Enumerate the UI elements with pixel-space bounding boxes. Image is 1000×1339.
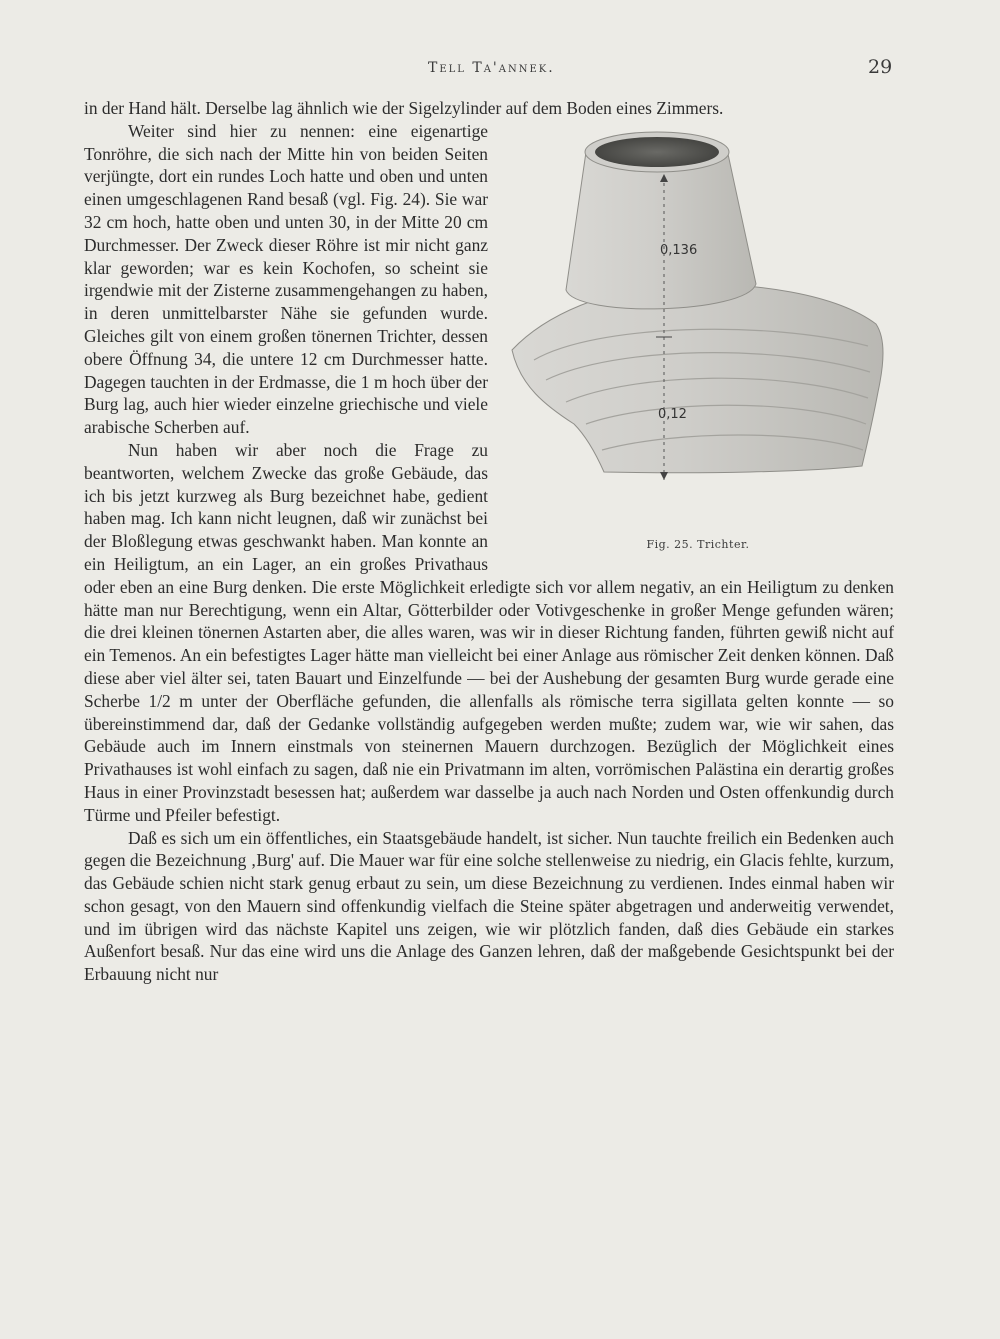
paragraph-3: Nun haben wir aber noch die Frage zu beantworten, welchem Zwecke das große Gebäude, das ich bis jetzt kurzweg als Burg bezeichnet habe, gedient haben mag. Ich kann nicht leugnen, daß wir zunächst bei der Bloßlegung etwas geschwankt haben. Man konnte an ein Heiligtum, an ein Lager, an ein großes Privathaus oder eben an eine Burg denken. Die erste Möglichkeit erledigte sich vor allem negativ, an ein Heiligtum zu denken hätte man nur Berechtigung, wenn ein Altar, Götterbilder oder Votivgeschenke in großer Menge gefunden wären; die drei kleinen tönernen Astarten aber, die alles waren, was wir in dieser Richtung fanden, führten gewiß nicht auf ein Temenos. An ein befestigtes Lager hätte man vielleicht bei einer Anlage aus römischer Zeit denken können. Daß diese aber viel älter sei, taten Bauart und Einzelfunde — bei der Aushebung der gesamten Burg wurde gerade eine Scherbe 1/2 m unter der Oberfläche gefunden, die allenfalls als römische terra sigillata gelten konnte — so übereinstimmend dar, daß der Gedanke vollständig aufgegeben werden mußte; zudem war, wie wir sahen, das Gebäude auch im Innern einstmals von steinernen Mauern durchzogen. Bezüglich der Möglichkeit eines Privathauses ist wohl einfach zu sagen, daß nie ein Privatmann im alten, vorrömischen Palästina ein derartig großes Haus in einer Provinzstadt besessen hat; außerdem war dasselbe ja auch nach Norden und Osten offenkundig durch Türme und Pfeiler befestigt. [84,439,894,825]
running-title: Tell Ta'annek. [428,60,555,76]
page-number: 29 [868,56,893,78]
paragraph-1: in der Hand hält. Derselbe lag ähnlich wie der Sigelzylinder auf dem Boden eines Zimmers. [84,98,724,118]
funnel-opening [595,137,719,167]
figure-25 [506,124,890,564]
paragraph-2: Weiter sind hier zu nennen: eine eigenartige Tonröhre, die sich nach der Mitte hin von beiden Seiten verjüngte, dort ein rundes Loch hatte und oben und unten einen umgeschlagenen Rand besaß (vgl. Fig. 24). Sie war 32 cm hoch, hatte oben und unten 30, in der Mitte 20 cm Durchmesser. Der Zweck dieser Röhre ist mir nicht ganz klar geworden; war es kein Kochofen, so scheint sie irgendwie mit der Zisterne zusammengehangen zu haben, in deren unmittelbarster Nähe sie gefunden wurde. Gleiches gilt von einem großen tönernen Trichter, dessen obere Öffnung 34, die untere 12 cm Durchmesser hatte. Dagegen tauchten in der Erdmasse, die 1 m hoch über der Burg lag, auch hier wieder einzelne griechische und viele arabische Scherben auf. [84,120,488,438]
funnel-illustration [506,124,890,524]
measure-label-upper: 0,136 [660,242,698,258]
figure-caption: Fig. 25. Trichter. [646,537,750,551]
running-head [0,56,1000,84]
body-text [84,97,894,986]
paragraph-4: Daß es sich um ein öffentliches, ein Staatsgebäude handelt, ist sicher. Nun tauchte freilich ein Bedenken auch gegen die Bezeichnung ‚Burg' auf. Die Mauer war für eine solche stellenweise zu niedrig, ein Glacis fehlte, kurzum, das Gebäude schien nicht stark genug erbaut zu sein, um diese Bezeichnung zu verdienen. Indes einmal haben wir schon gesagt, von den Mauern sind offenkundig vielfach die Steine später abgetragen und anderweitig verwendet, und im übrigen wird das nächste Kapitel uns zeigen, wie wir plötzlich fanden, daß dies Gebäude ein starkes Außenfort besaß. Nur das eine wird uns die Anlage des Ganzen lehren, daß der maßgebende Gesichtspunkt bei der Erbauung nicht nur [84,827,894,985]
measure-label-lower: 0,12 [658,406,687,422]
